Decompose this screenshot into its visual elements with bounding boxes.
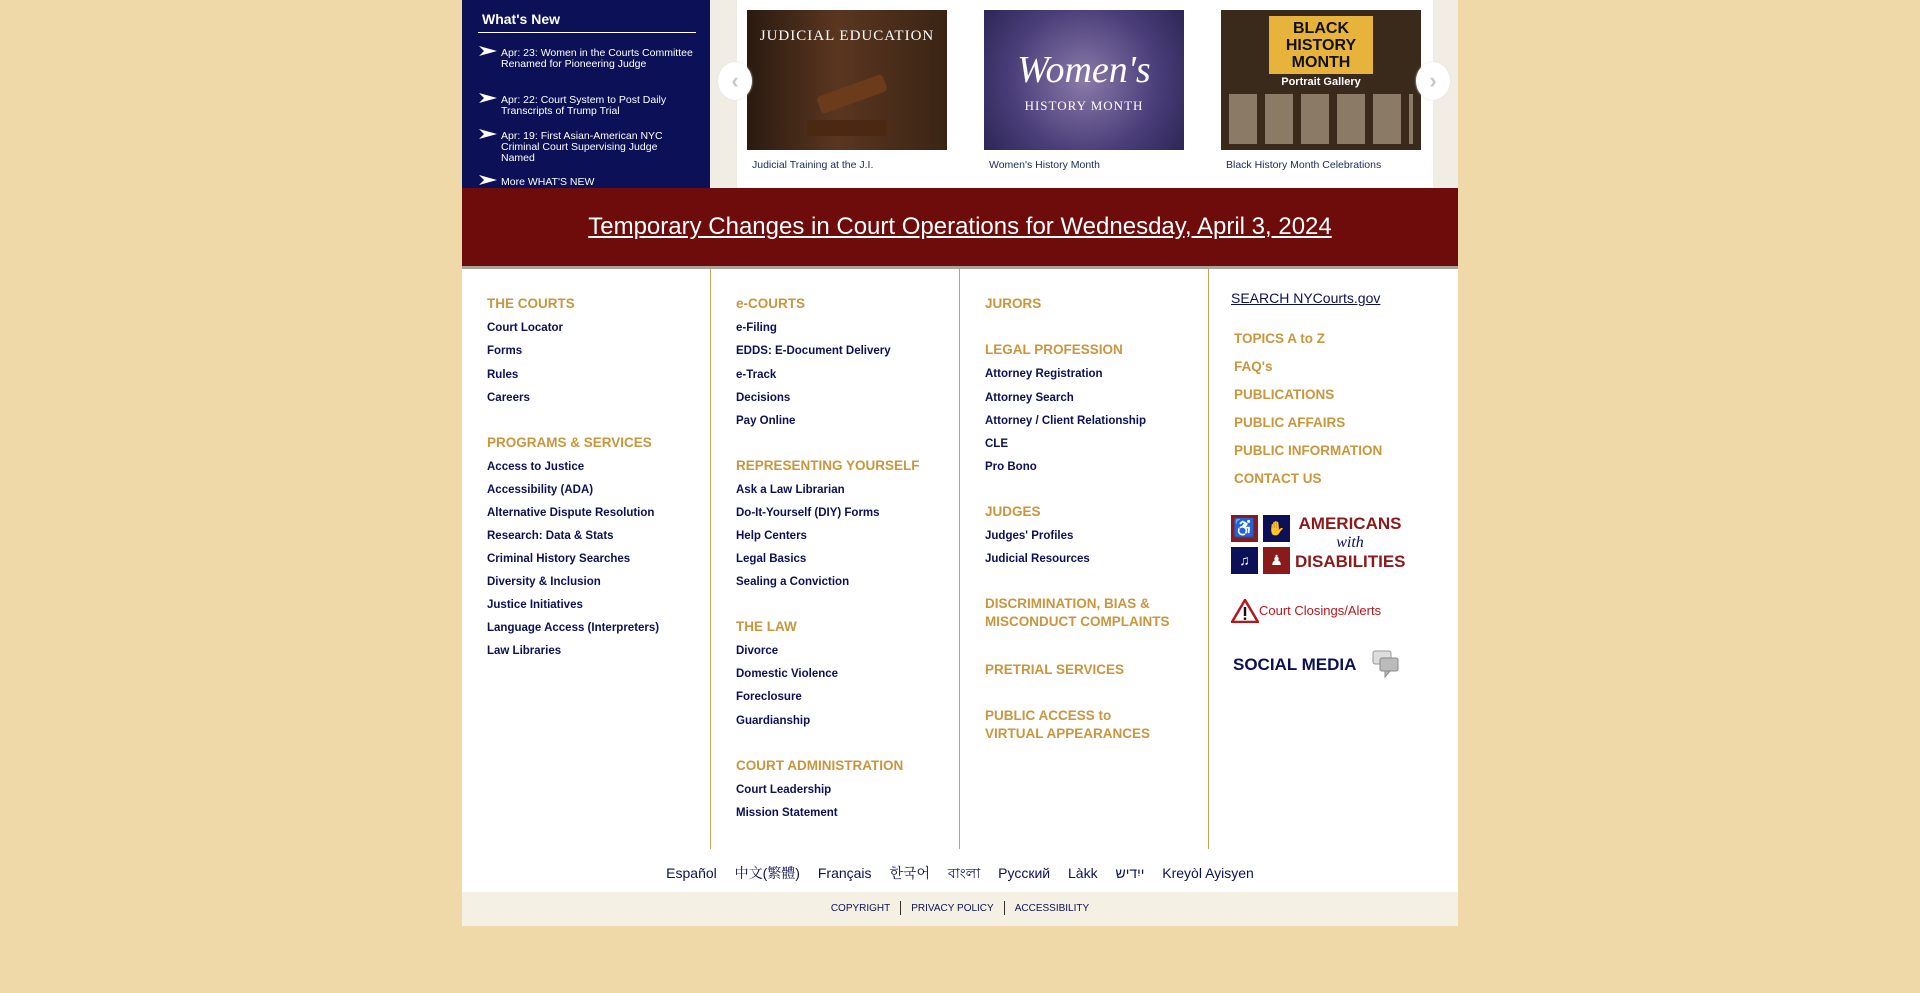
link[interactable]: Domestic Violence — [736, 668, 839, 680]
section-heading[interactable]: PUBLIC ACCESS to — [985, 708, 1112, 723]
link[interactable]: Alternative Dispute Resolution — [487, 507, 655, 519]
link-public-affairs[interactable]: PUBLIC AFFAIRS — [1234, 415, 1346, 430]
arrow-icon — [479, 175, 501, 188]
carousel-slide[interactable] — [984, 10, 1184, 171]
link-topics[interactable]: TOPICS A to Z — [1234, 331, 1325, 346]
slide-image[interactable] — [1221, 10, 1421, 150]
link[interactable]: Legal Basics — [736, 553, 807, 565]
slide-caption[interactable]: Black History Month Celebrations — [1226, 159, 1382, 171]
carousel-slide[interactable] — [747, 10, 947, 171]
link-faqs[interactable]: FAQ's — [1234, 359, 1273, 374]
news-item[interactable] — [479, 48, 694, 70]
arrow-icon — [479, 129, 501, 164]
language-link[interactable]: Français — [817, 865, 872, 881]
link[interactable]: Research: Data & Stats — [487, 530, 614, 542]
section-heading[interactable]: DISCRIMINATION, BIAS & — [985, 596, 1150, 611]
divider — [900, 901, 901, 915]
section-heading[interactable]: VIRTUAL APPEARANCES — [985, 726, 1151, 741]
language-link[interactable]: Español — [666, 865, 717, 881]
arrow-icon — [479, 93, 501, 117]
copyright-link[interactable]: COPYRIGHT — [830, 903, 891, 914]
chat-bubbles-icon — [1371, 649, 1401, 679]
divider — [959, 269, 960, 849]
arrow-icon — [479, 46, 501, 70]
slide-caption[interactable]: Women's History Month — [989, 159, 1100, 171]
link-contact-us[interactable]: CONTACT US — [1234, 471, 1322, 486]
link[interactable]: Accessibility (ADA) — [487, 484, 594, 496]
carousel-prev-button[interactable]: ‹ — [718, 62, 752, 100]
language-link[interactable]: Kreyòl Ayisyen — [1162, 865, 1254, 881]
page — [462, 0, 1458, 926]
privacy-policy-link[interactable]: PRIVACY POLICY — [911, 903, 994, 914]
court-closings-text: Court Closings/Alerts — [1259, 603, 1382, 618]
hearing-icon: ♫ — [1231, 547, 1258, 574]
whats-new-panel — [462, 0, 710, 188]
section-heading[interactable]: MISCONDUCT COMPLAINTS — [985, 614, 1170, 629]
link[interactable]: Attorney Search — [985, 392, 1074, 404]
section-heading[interactable]: COURT ADMINISTRATION — [736, 758, 904, 773]
link[interactable]: Guardianship — [736, 715, 811, 727]
link[interactable]: Justice Initiatives — [487, 599, 583, 611]
more-news-link[interactable] — [479, 177, 694, 188]
link-forms[interactable]: Forms — [487, 345, 523, 357]
sign-language-icon: ✋ — [1263, 515, 1290, 542]
link[interactable]: EDDS: E-Document Delivery — [736, 345, 891, 357]
portraits-graphic — [1229, 94, 1413, 144]
slide-image[interactable] — [984, 10, 1184, 150]
link[interactable]: Attorney / Client Relationship — [985, 415, 1147, 427]
language-bar — [462, 862, 1458, 886]
accessibility-link[interactable]: ACCESSIBILITY — [1014, 903, 1090, 914]
link[interactable]: Decisions — [736, 392, 791, 404]
section-heading[interactable]: JURORS — [985, 296, 1042, 311]
ada-logo[interactable] — [1231, 515, 1411, 577]
divider — [1208, 269, 1209, 849]
news-item-text[interactable]: Apr: 22: Court System to Post Daily Transcripts of Trump Trial — [501, 94, 667, 117]
courts-column — [487, 269, 707, 849]
gavel-base — [807, 120, 887, 136]
language-link[interactable]: 中文(繁體) — [734, 865, 800, 881]
link[interactable]: Pro Bono — [985, 461, 1037, 473]
slide-image-subtext: HISTORY MONTH — [1024, 98, 1144, 113]
footer — [462, 892, 1458, 926]
link[interactable]: Diversity & Inclusion — [487, 576, 601, 588]
slide-image[interactable] — [747, 10, 947, 150]
link[interactable]: Law Libraries — [487, 645, 562, 657]
ada-text: with — [1336, 534, 1364, 551]
court-closings-link[interactable] — [1231, 599, 1411, 625]
alert-banner-link[interactable]: Temporary Changes in Court Operations for Wednesday, April 3, 2024 — [588, 213, 1332, 240]
link[interactable]: Mission Statement — [736, 807, 838, 819]
link[interactable]: e-Filing — [736, 322, 777, 334]
carousel — [710, 0, 1458, 188]
link[interactable]: CLE — [985, 438, 1008, 450]
whats-new-title: What's New — [482, 11, 561, 27]
language-link[interactable]: 한국어 — [889, 865, 931, 881]
link[interactable]: Attorney Registration — [985, 368, 1103, 380]
link[interactable]: Foreclosure — [736, 691, 802, 703]
section-heading[interactable]: JUDGES — [985, 504, 1041, 519]
alert-banner — [462, 188, 1458, 269]
section-heading[interactable]: e-COURTS — [736, 296, 806, 311]
link-careers[interactable]: Careers — [487, 392, 530, 404]
slide-image-subtext: Portrait Gallery — [1281, 76, 1361, 88]
section-heading[interactable]: LEGAL PROFESSION — [985, 342, 1123, 357]
wheelchair-icon: ♿ — [1231, 515, 1258, 542]
more-news-text[interactable]: More WHAT'S NEW — [501, 176, 595, 188]
link[interactable]: Do-It-Yourself (DIY) Forms — [736, 507, 880, 519]
link[interactable]: Ask a Law Librarian — [736, 484, 845, 496]
ada-text: AMERICANS — [1298, 514, 1402, 533]
link-public-information[interactable]: PUBLIC INFORMATION — [1234, 443, 1383, 458]
jurors-column — [985, 269, 1205, 849]
gavel-graphic — [816, 74, 888, 115]
search-link[interactable]: SEARCH NYCourts.gov — [1231, 290, 1381, 306]
directory-columns — [462, 269, 1458, 849]
news-item-text[interactable]: Apr: 23: Women in the Courts Committee Renamed for Pioneering Judge — [501, 47, 693, 70]
carousel-next-button[interactable]: › — [1416, 62, 1450, 100]
slide-image-text: JUDICIAL EDUCATION — [759, 28, 935, 44]
walking-icon: ♟ — [1263, 547, 1290, 574]
language-link[interactable]: Làkk — [1068, 865, 1098, 881]
section-heading[interactable]: REPRESENTING YOURSELF — [736, 458, 920, 473]
slide-image-text: BLACK HISTORY MONTH — [1285, 20, 1357, 71]
link-court-locator[interactable]: Court Locator — [487, 322, 564, 334]
section-heading[interactable]: PROGRAMS & SERVICES — [487, 435, 652, 450]
link[interactable]: Criminal History Searches — [487, 553, 631, 565]
link[interactable]: e-Track — [736, 369, 777, 381]
section-heading[interactable]: THE COURTS — [487, 296, 575, 311]
link[interactable]: Pay Online — [736, 415, 796, 427]
divider — [1004, 901, 1005, 915]
social-media-text: SOCIAL MEDIA — [1233, 655, 1357, 674]
language-link[interactable]: ייִדיש — [1115, 865, 1145, 881]
news-item[interactable] — [479, 95, 694, 117]
language-link[interactable]: বাংলা — [947, 865, 981, 881]
link[interactable]: Court Leadership — [736, 784, 832, 796]
link[interactable]: Judicial Resources — [985, 553, 1090, 565]
news-item[interactable] — [479, 131, 694, 164]
language-link[interactable]: Русский — [998, 865, 1051, 881]
warning-icon — [1231, 599, 1259, 623]
link[interactable]: Language Access (Interpreters) — [487, 622, 660, 634]
link-publications[interactable]: PUBLICATIONS — [1234, 387, 1335, 402]
divider — [478, 32, 696, 33]
carousel-track — [737, 0, 1433, 188]
link[interactable]: Divorce — [736, 645, 779, 657]
link[interactable]: Access to Justice — [487, 461, 585, 473]
news-item-text[interactable]: Apr: 19: First Asian-American NYC Criminal Court Supervising Judge Named — [501, 130, 663, 164]
resources-column — [1231, 269, 1451, 849]
divider — [710, 269, 711, 849]
link-rules[interactable]: Rules — [487, 369, 519, 381]
slide-caption[interactable]: Judicial Training at the J.I. — [752, 159, 874, 171]
ecourts-column — [736, 269, 956, 849]
social-media-link[interactable] — [1233, 649, 1413, 681]
link[interactable]: Judges' Profiles — [985, 530, 1074, 542]
carousel-slide[interactable] — [1221, 10, 1421, 171]
section-heading[interactable]: PRETRIAL SERVICES — [985, 662, 1125, 677]
ada-text: DISABILITIES — [1295, 552, 1406, 571]
link[interactable]: Help Centers — [736, 530, 807, 542]
link[interactable]: Sealing a Conviction — [736, 576, 850, 588]
slide-image-text: Women's — [1017, 49, 1151, 91]
section-heading[interactable]: THE LAW — [736, 619, 797, 634]
